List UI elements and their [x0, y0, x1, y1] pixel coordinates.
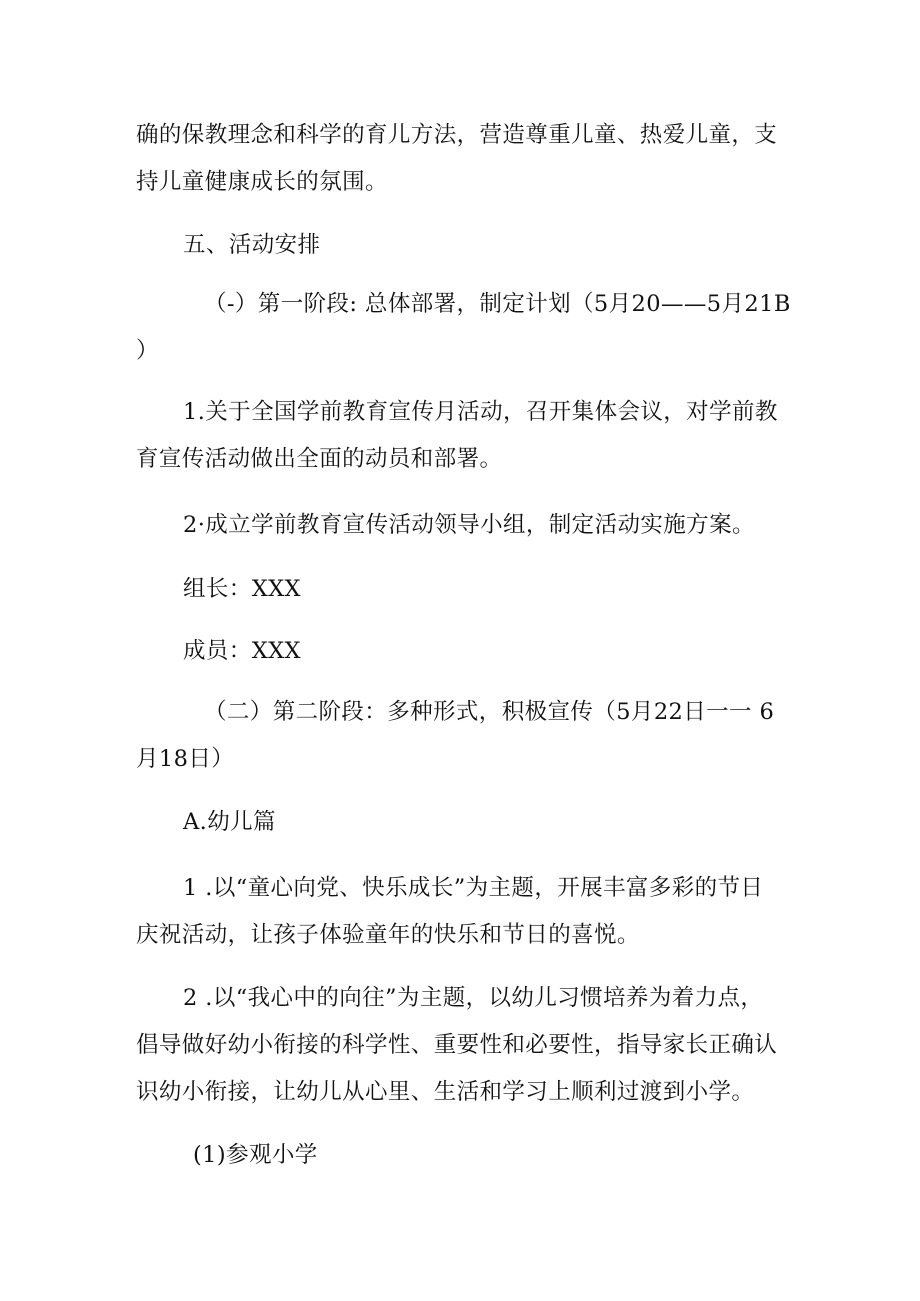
- list-item-line: 倡导做好幼小衔接的科学性、重要性和必要性，指导家长正确认: [136, 1032, 778, 1058]
- group-members-line: 成员：XXX: [183, 638, 301, 664]
- paragraph-line: 确的保教理念和科学的育儿方法，营造尊重儿童、热爱儿童，支: [136, 122, 778, 148]
- subsection-heading-continued: 月18日）: [136, 746, 235, 772]
- sub-item-line: (1)参观小学: [193, 1142, 318, 1168]
- list-item-line: 庆祝活动，让孩子体验童年的快乐和节日的喜悦。: [136, 922, 640, 948]
- group-leader-line: 组长：XXX: [183, 576, 301, 602]
- paragraph-line: 持儿童健康成长的氛围。: [136, 169, 388, 195]
- list-item-line: 1.关于全国学前教育宣传月活动，召开集体会议，对学前教: [183, 399, 778, 425]
- list-item-line: 1 .以“童心向党、快乐成长”为主题，开展丰富多彩的节日: [183, 875, 764, 901]
- subsection-heading: （二）第二阶段：多种形式，积极宣传（5月22日一一 6: [204, 699, 775, 725]
- list-item-line: 育宣传活动做出全面的动员和部署。: [136, 446, 503, 472]
- list-item-line: 2 .以“我心中的向往”为主题，以幼儿习惯培养为着力点，: [183, 985, 764, 1011]
- section-heading: 五、活动安排: [183, 232, 321, 258]
- category-heading: A.幼儿篇: [183, 809, 276, 835]
- subsection-heading: （-）第一阶段: 总体部署，制定计划（5月20——5月21B: [204, 291, 791, 317]
- list-item-line: 识幼小衔接，让幼儿从心里、生活和学习上顺利过渡到小学。: [136, 1079, 755, 1105]
- list-item-line: 2·成立学前教育宣传活动领导小组，制定活动实施方案。: [183, 512, 755, 538]
- subsection-heading-continued: ）: [136, 338, 159, 364]
